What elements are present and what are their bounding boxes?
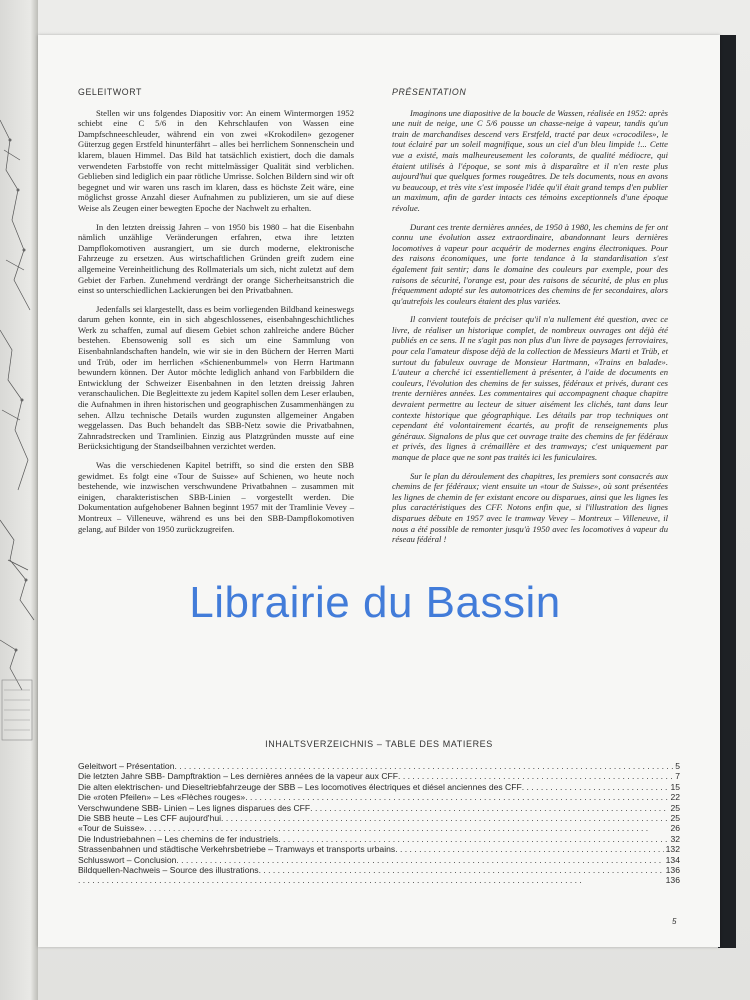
- toc-entry-page: 136: [665, 875, 680, 886]
- german-paragraph: Was die verschiedenen Kapitel betrifft, so sind die ersten den SBB gewidmet. Es folgt eine «Tour de Suisse» auf Schienen, wo heute noch bestehende, wie inzwischen verschwundene Privatbahnen – zusammen mit einigen, charakteristischen SBB-Linien – vorgestellt werden. Die Dokumentation aufgehobener Bahnen beginnt 1957 mit der Tramlinie Vevey – Montreux – Villeneuve, während es uns bei den SBB-Dampflokomotiven gelang, auf Bilder von 1950 zurückzugreifen.: [78, 460, 354, 534]
- toc-row: [78, 834, 680, 844]
- toc-entry-label: Die SBB heute – Les CFF aujourd'hui: [78, 812, 222, 823]
- toc-row: [78, 855, 680, 865]
- german-paragraph: Jedenfalls sei klargestellt, dass es beim vorliegenden Bildband keineswegs darum gehen konnte, ein in sich abgeschlossenes, eisenbahngeschichtliches Werk zu schaffen, zumal auf diesem Gebiet schon zahlreiche andere Bücher bestehen. Ebensowenig soll es sich um eine Sammlung von Eisenbahnlandschaften handeln, wie wir sie in den Büchern der Herren Marti und Trüb, oder im herrlichen «Schienenbummel» von Herrn Hartmann bewundern können. Der Autor möchte lediglich anhand von Farbbildern die Entwicklung der Schweizer Eisenbahnen in den letzten dreissig Jahren veranschaulichen. Die Begleittexte zu jedem Kapitel sollen dem Leser erlauben, die Aufnahmen in ihren historischen und geographischen Zusammenhängen zu sehen. Allzu technische Details wurden zugunsten allgemeiner Angaben weggelassen. Das Buch behandelt das SBB-Netz sowie die Privatbahnen, Zahnradstrecken und Tramlinien. Einzig aus Platzgründen musste auf eine Berücksichtigung der Standseilbahnen verzichtet werden.: [78, 303, 354, 452]
- toc-entry-label: «Tour de Suisse»: [78, 823, 145, 834]
- toc-entry-page: 25: [670, 802, 680, 813]
- toc-title: INHALTSVERZEICHNIS – TABLE DES MATIERES: [265, 739, 493, 749]
- toc-leader-dots: [78, 875, 664, 885]
- toc-entry-page: 25: [670, 812, 680, 823]
- toc-row: [78, 844, 680, 854]
- toc-row: [78, 771, 680, 781]
- toc-row: [78, 875, 680, 885]
- toc-entry-label: Geleitwort – Présentation: [78, 761, 175, 771]
- toc-leader-dots: [175, 761, 674, 771]
- book-cover-edge: [718, 35, 736, 948]
- toc-row: [78, 813, 680, 823]
- page-number: 5: [672, 917, 677, 926]
- french-column: [392, 87, 668, 553]
- toc-entry-page: 5: [675, 761, 680, 771]
- toc-leader-dots: [144, 823, 668, 833]
- left-facing-page-map: [0, 0, 38, 1000]
- german-column: [78, 87, 354, 542]
- toc-entry-page: 32: [670, 833, 680, 844]
- toc-leader-dots: [395, 844, 663, 854]
- toc-leader-dots: [522, 782, 669, 792]
- toc-entry-label: Die «roten Pfeilen» – Les «Flèches rouges»: [78, 792, 246, 803]
- toc-row: [78, 823, 680, 833]
- toc-entry-page: 15: [670, 781, 680, 792]
- french-paragraph: Il convient toutefois de préciser qu'il n'a nullement été question, avec ce livre, de réaliser un historique complet, de nombreux ouvrages ont déjà été publiés en ce sens. Il ne s'agit pas non plus d'un livre de paysages ferroviaires, pour cela l'amateur dispose déjà de la collection de Messieurs Marti et Trüb, et surtout du fabuleux ouvrage de Monsieur Hartmann, «Trains en balade». L'auteur a cherché ici essentiellement à présenter, à l'aide de documents en couleurs, l'évolution des chemins de fer suisses, fédéraux et privés, durant ces trente dernières années. Les commentaires qui accompagnent chaque chapitre devraient permettre au lecteur de situer aisément les clichés, tant dans leur contexte historique que géographique. Les détails par trop techniques ont cependant été volontairement écartés, au profit de renseignements plus généraux. Signalons de plus que cet ouvrage traite des chemins de fer fédéraux et privés, des lignes à crémaillère et des tramways; c'est uniquement par manque de place que ne sont pas traités ici les funiculaires.: [392, 314, 668, 462]
- toc-entry-page: 26: [670, 823, 680, 834]
- toc-entry-label: Strassenbahnen und städtische Verkehrsbetriebe – Tramways et transports urbains: [78, 844, 396, 855]
- table-of-contents: [78, 761, 680, 886]
- toc-leader-dots: [278, 834, 668, 844]
- toc-leader-dots: [398, 771, 673, 781]
- toc-leader-dots: [245, 792, 668, 802]
- toc-entry-label: Verschwundene SBB- Linien – Les lignes disparues des CFF: [78, 802, 311, 813]
- toc-row: [78, 761, 680, 771]
- toc-entry-page: 134: [665, 854, 680, 865]
- french-paragraph: Sur le plan du déroulement des chapitres, les premiers sont consacrés aux chemins de fer fédéraux; vient ensuite un «tour de Suisse», où sont présentées les lignes de chemin de fer existant encore ou disparues, ainsi que les lignes les plus caractéristiques des CFF. Notons enfin que, si l'illustration des lignes disparues débute en 1957 avec le tramway Vevey – Montreux – Villeneuve, il nous a été possible de remonter jusqu'à 1950 avec les locomotives à vapeur du réseau fédéral !: [392, 470, 668, 545]
- toc-entry-page: 7: [675, 771, 680, 782]
- book-page: [38, 35, 720, 947]
- toc-row: [78, 792, 680, 802]
- toc-entry-label: Schlusswort – Conclusion: [78, 854, 177, 865]
- toc-entry-label: Die letzten Jahre SBB- Dampftraktion – Les dernières années de la vapeur aux CFF: [78, 771, 399, 782]
- toc-entry-label: Die alten elektrischen- und Dieseltriebfahrzeuge der SBB – Les locomotives électriques et diésel anciennes des CFF: [78, 781, 522, 792]
- route-map-fragment: [0, 0, 38, 1000]
- toc-leader-dots: [310, 803, 668, 813]
- toc-row: [78, 803, 680, 813]
- german-paragraph: In den letzten dreissig Jahren – von 1950 bis 1980 – hat die Eisenbahn nämlich unzählige Veränderungen erfahren, etwa ihre letzten Dampflokomotiven ausrangiert, um sie durch moderne, elektronische Fahrzeuge zu ersetzen. Aus wirtschaftlichen Gründen greift zudem eine allgemeine Vereinheitlichung des Rollmaterials um sich, nicht zuletzt auf dem Gebiet der Farben. Zunehmend verdrängt der orange Sicherheitsanstrich die einst so unterschiedlichen Lackierungen bei den Privatbahnen.: [78, 221, 354, 296]
- toc-entry-label: Die Industriebahnen – Les chemins de fer industriels: [78, 833, 279, 844]
- toc-entry-label: Bildquellen-Nachweis – Source des illustrations: [78, 864, 259, 875]
- german-paragraph: Stellen wir uns folgendes Diapositiv vor: An einem Wintermorgen 1952 schiebt eine C 5/6 in den Kehrschlaufen von Wassen eine Dampfschneeschleuder, während ein von zwei «Krokodilen» gezogener Güterzug gegen Erstfeld hinunterfährt – alles bei herrlichem Sonnenschein und klarem, blauen Himmel. Das Bild hat tatsächlich existiert, doch die damals verwendeten Farbstoffe von recht mittelmässiger Qualität sind verblichen. Geblieben sind lediglich ein paar rötliche Umrisse. Solchen Bildern sind wir oft begegnet und wir waren uns rasch im klaren, dass es höchste Zeit wäre, eine möglichst grosse Anzahl dieser Aufnahmen zu publizieren, um sie auf diese Weise als Zeugen einer bewegten Epoche der Nachwelt zu erhalten.: [78, 107, 354, 213]
- toc-leader-dots: [176, 855, 663, 865]
- watermark-text: Librairie du Bassin: [189, 578, 561, 627]
- french-paragraph: Durant ces trente dernières années, de 1950 à 1980, les chemins de fer ont connu une évolution assez extraordinaire, abandonnant leurs dernières locomotives à vapeur pour acquérir de modernes engins électroniques. Pour des raisons économiques, une forte tendance à la standardisation s'est également fait sentir; dans le domaine des couleurs par exemple, pour des raisons de sécurité, l'orange est, pour des raisons de sécurité, de plus en plus fréquemment adopté sur les automotrices des chemins de fer secondaires, alors qu'autrefois les couleurs étaient des plus variées.: [392, 221, 668, 306]
- toc-leader-dots: [259, 865, 664, 875]
- toc-entry-page: 132: [665, 844, 680, 855]
- toc-row: [78, 865, 680, 875]
- french-heading: PRÉSENTATION: [392, 87, 467, 97]
- toc-entry-page: 136: [665, 864, 680, 875]
- toc-row: [78, 782, 680, 792]
- french-paragraph: Imaginons une diapositive de la boucle de Wassen, réalisée en 1952: après une nuit de neige, une C 5/6 pousse un chasse-neige à vapeur, tandis qu'un train de marchandises descend vers Erstfeld, tracté par deux «crocodiles», le tout éclairé par un soleil magnifique, sous un ciel d'un bleu limpide !... Cette vue a existé, mais malheureusement les colorants, de qualité médiocre, qui étaient utilisés à l'époque, se sont mis à disparaître et il n'en reste plus aujourd'hui que quelques formes rougeâtres. De tels documents, nous en avons vu beaucoup, et très vite s'est imposée l'idée qu'il était grand temps d'en publier un maximum, afin de garder intacts ces témoins exceptionnels d'une époque révolue.: [392, 107, 668, 213]
- toc-entry-page: 22: [670, 792, 680, 803]
- toc-leader-dots: [221, 813, 668, 823]
- german-heading: GELEITWORT: [78, 87, 143, 97]
